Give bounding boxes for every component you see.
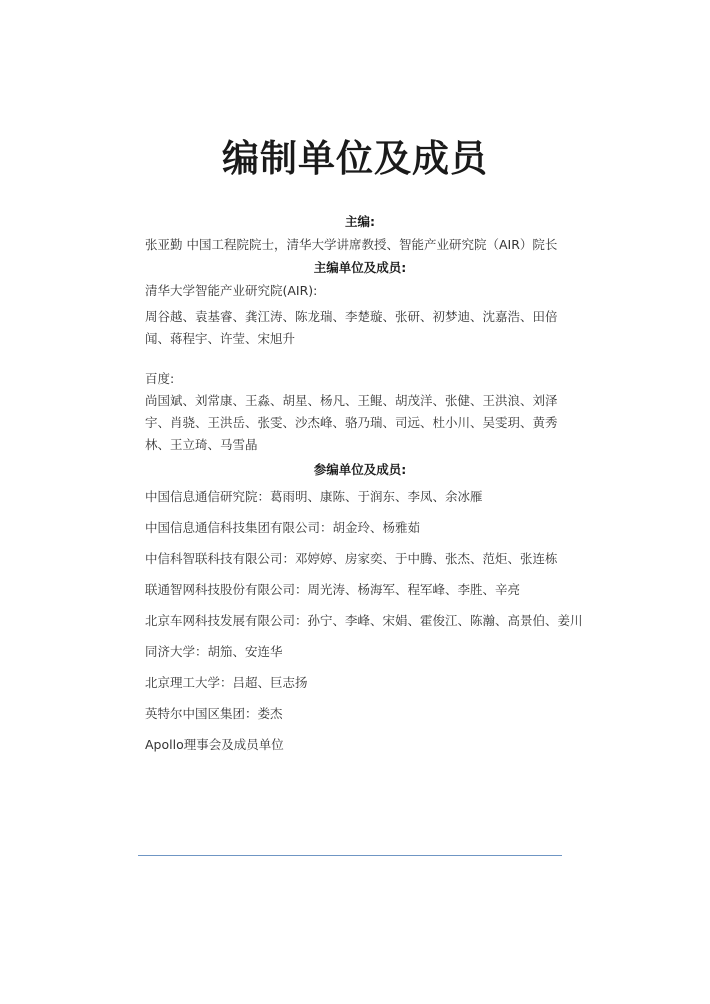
content-body	[145, 212, 583, 756]
participants-heading: 参编单位及成员:	[313, 462, 407, 477]
air-label: 清华大学智能产业研究院(AIR):	[145, 283, 318, 298]
participant-item: 中国信息通信科技集团有限公司：胡金玲、杨雅茹	[145, 520, 421, 535]
participant-item: 英特尔中国区集团：娄杰	[145, 706, 283, 721]
participant-item: 北京理工大学：吕超、巨志扬	[145, 675, 308, 690]
participant-item: 中国信息通信研究院：葛雨明、康陈、于润东、李凤、余冰雁	[145, 489, 483, 504]
participant-item: Apollo理事会及成员单位	[145, 737, 284, 752]
main-units-heading: 主编单位及成员:	[313, 260, 407, 275]
participant-item: 同济大学：胡笳、安连华	[145, 644, 283, 659]
baidu-label: 百度:	[145, 371, 175, 386]
footer-divider	[138, 855, 562, 856]
participant-item: 北京车网科技发展有限公司：孙宁、李峰、宋娟、霍俊江、陈瀚、高景伯、姜川	[145, 613, 583, 628]
editor-text: 张亚勤 中国工程院院士，清华大学讲席教授、智能产业研究院（AIR）院长	[145, 237, 558, 252]
baidu-members: 尚国斌、刘常康、王淼、胡星、杨凡、王鲲、胡茂洋、张健、王洪浪、刘泽宇、肖骁、王洪岳、张雯、沙杰峰、骆乃瑞、司远、杜小川、吴雯玥、黄秀林、王立琦、马雪晶	[145, 393, 558, 452]
participant-item: 中信科智联科技有限公司：邓婷婷、房家奕、于中腾、张杰、范炬、张连栋	[145, 551, 558, 566]
participant-item: 联通智网科技股份有限公司：周光涛、杨海军、程军峰、李胜、辛亮	[145, 582, 521, 597]
editor-heading: 主编:	[345, 214, 375, 229]
air-members: 周谷越、袁基睿、龚江涛、陈龙瑞、李楚璇、张研、初梦迪、沈嘉浩、田倍闻、蒋程宇、许莹、宋旭升	[145, 309, 558, 346]
page-title: 编制单位及成员	[222, 137, 488, 180]
